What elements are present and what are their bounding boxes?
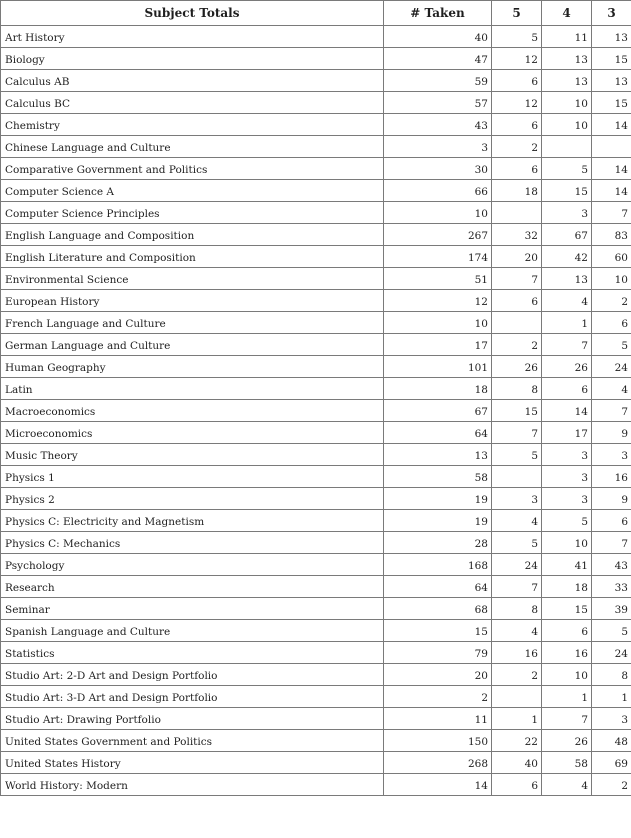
subject-cell: Art History (1, 26, 384, 48)
taken-cell: 30 (384, 158, 492, 180)
score-5-cell: 6 (492, 114, 542, 136)
table-row (1, 664, 631, 686)
score-3-cell: 5 (592, 334, 631, 356)
subject-cell: Studio Art: 2-D Art and Design Portfolio (1, 664, 384, 686)
score-5-cell: 22 (492, 730, 542, 752)
score-4-cell: 4 (542, 774, 592, 796)
taken-cell: 19 (384, 488, 492, 510)
score-4-cell: 5 (542, 510, 592, 532)
score-3-cell: 39 (592, 598, 631, 620)
table-row (1, 246, 631, 268)
table-row (1, 774, 631, 796)
score-5-cell (492, 686, 542, 708)
score-5-cell: 15 (492, 400, 542, 422)
table-row (1, 532, 631, 554)
subject-cell: Psychology (1, 554, 384, 576)
score-3-cell: 9 (592, 488, 631, 510)
score-3-cell: 1 (592, 686, 631, 708)
score-4-cell: 13 (542, 48, 592, 70)
taken-cell: 79 (384, 642, 492, 664)
table-row (1, 598, 631, 620)
subject-cell: Chemistry (1, 114, 384, 136)
table-row (1, 510, 631, 532)
score-5-cell: 5 (492, 532, 542, 554)
table-row (1, 356, 631, 378)
score-3-cell: 60 (592, 246, 631, 268)
table-row (1, 488, 631, 510)
table-row (1, 70, 631, 92)
score-4-cell: 4 (542, 290, 592, 312)
subject-cell: Macroeconomics (1, 400, 384, 422)
score-4-cell: 3 (542, 444, 592, 466)
subject-cell: Physics C: Mechanics (1, 532, 384, 554)
score-5-cell (492, 466, 542, 488)
table-row (1, 48, 631, 70)
table-row (1, 114, 631, 136)
score-4-cell: 18 (542, 576, 592, 598)
score-4-cell: 7 (542, 708, 592, 730)
score-5-cell: 26 (492, 356, 542, 378)
taken-cell: 68 (384, 598, 492, 620)
score-5-cell: 6 (492, 290, 542, 312)
subject-cell: Human Geography (1, 356, 384, 378)
table-row (1, 730, 631, 752)
subject-cell: Comparative Government and Politics (1, 158, 384, 180)
score-3-cell: 13 (592, 70, 631, 92)
taken-cell: 67 (384, 400, 492, 422)
subject-cell: Studio Art: Drawing Portfolio (1, 708, 384, 730)
score-4-cell: 11 (542, 26, 592, 48)
table-row (1, 378, 631, 400)
score-3-cell: 3 (592, 708, 631, 730)
score-5-cell: 5 (492, 444, 542, 466)
header-score-3: 3 (592, 1, 631, 26)
score-5-cell: 7 (492, 576, 542, 598)
table-row (1, 422, 631, 444)
score-5-cell: 12 (492, 92, 542, 114)
score-3-cell: 2 (592, 290, 631, 312)
table-row (1, 620, 631, 642)
score-5-cell (492, 312, 542, 334)
subject-cell: Seminar (1, 598, 384, 620)
taken-cell: 66 (384, 180, 492, 202)
score-5-cell: 32 (492, 224, 542, 246)
taken-cell: 101 (384, 356, 492, 378)
score-5-cell: 6 (492, 158, 542, 180)
table-row (1, 136, 631, 158)
score-3-cell: 4 (592, 378, 631, 400)
score-5-cell: 4 (492, 510, 542, 532)
score-4-cell: 67 (542, 224, 592, 246)
score-3-cell: 14 (592, 114, 631, 136)
score-3-cell: 13 (592, 26, 631, 48)
table-row (1, 400, 631, 422)
score-4-cell: 10 (542, 114, 592, 136)
taken-cell: 64 (384, 422, 492, 444)
taken-cell: 10 (384, 202, 492, 224)
subject-cell: English Literature and Composition (1, 246, 384, 268)
score-5-cell: 5 (492, 26, 542, 48)
taken-cell: 59 (384, 70, 492, 92)
table-row (1, 576, 631, 598)
score-5-cell: 6 (492, 774, 542, 796)
subject-cell: Physics 2 (1, 488, 384, 510)
taken-cell: 19 (384, 510, 492, 532)
taken-cell: 11 (384, 708, 492, 730)
taken-cell: 20 (384, 664, 492, 686)
score-4-cell: 13 (542, 70, 592, 92)
table-row (1, 158, 631, 180)
score-5-cell: 1 (492, 708, 542, 730)
header-subject: Subject Totals (1, 1, 384, 26)
subject-cell: German Language and Culture (1, 334, 384, 356)
subject-cell: Biology (1, 48, 384, 70)
taken-cell: 13 (384, 444, 492, 466)
score-4-cell: 41 (542, 554, 592, 576)
score-5-cell: 2 (492, 334, 542, 356)
score-4-cell: 58 (542, 752, 592, 774)
score-3-cell: 7 (592, 202, 631, 224)
table-row (1, 466, 631, 488)
taken-cell: 2 (384, 686, 492, 708)
subject-cell: Spanish Language and Culture (1, 620, 384, 642)
taken-cell: 43 (384, 114, 492, 136)
taken-cell: 10 (384, 312, 492, 334)
table-row (1, 334, 631, 356)
table-row (1, 554, 631, 576)
subject-cell: Physics C: Electricity and Magnetism (1, 510, 384, 532)
subject-cell: Studio Art: 3-D Art and Design Portfolio (1, 686, 384, 708)
score-4-cell: 14 (542, 400, 592, 422)
taken-cell: 174 (384, 246, 492, 268)
table-row (1, 444, 631, 466)
score-3-cell: 16 (592, 466, 631, 488)
subject-cell: Physics 1 (1, 466, 384, 488)
subject-cell: World History: Modern (1, 774, 384, 796)
score-5-cell: 2 (492, 664, 542, 686)
subject-cell: Computer Science Principles (1, 202, 384, 224)
taken-cell: 18 (384, 378, 492, 400)
score-3-cell: 69 (592, 752, 631, 774)
subject-cell: Environmental Science (1, 268, 384, 290)
score-4-cell: 13 (542, 268, 592, 290)
taken-cell: 47 (384, 48, 492, 70)
score-3-cell: 3 (592, 444, 631, 466)
score-5-cell: 12 (492, 48, 542, 70)
score-4-cell: 15 (542, 598, 592, 620)
score-3-cell: 5 (592, 620, 631, 642)
score-4-cell: 16 (542, 642, 592, 664)
score-3-cell: 9 (592, 422, 631, 444)
table-row (1, 642, 631, 664)
score-5-cell: 16 (492, 642, 542, 664)
taken-cell: 40 (384, 26, 492, 48)
subject-cell: Calculus BC (1, 92, 384, 114)
score-5-cell: 24 (492, 554, 542, 576)
table-row (1, 708, 631, 730)
subject-cell: English Language and Composition (1, 224, 384, 246)
score-3-cell: 2 (592, 774, 631, 796)
taken-cell: 57 (384, 92, 492, 114)
score-3-cell: 14 (592, 180, 631, 202)
subject-cell: Statistics (1, 642, 384, 664)
score-5-cell: 18 (492, 180, 542, 202)
subject-cell: Computer Science A (1, 180, 384, 202)
score-3-cell: 15 (592, 48, 631, 70)
score-4-cell: 6 (542, 378, 592, 400)
score-4-cell: 1 (542, 312, 592, 334)
score-4-cell: 10 (542, 532, 592, 554)
score-5-cell: 7 (492, 268, 542, 290)
score-3-cell (592, 136, 631, 158)
score-4-cell: 42 (542, 246, 592, 268)
score-4-cell: 10 (542, 664, 592, 686)
taken-cell: 64 (384, 576, 492, 598)
score-4-cell (542, 136, 592, 158)
table-row (1, 752, 631, 774)
score-4-cell: 17 (542, 422, 592, 444)
subject-cell: French Language and Culture (1, 312, 384, 334)
header-row (1, 1, 631, 26)
score-4-cell: 3 (542, 488, 592, 510)
table-row (1, 92, 631, 114)
score-5-cell: 40 (492, 752, 542, 774)
score-4-cell: 5 (542, 158, 592, 180)
score-5-cell: 20 (492, 246, 542, 268)
score-4-cell: 26 (542, 730, 592, 752)
score-3-cell: 6 (592, 312, 631, 334)
taken-cell: 12 (384, 290, 492, 312)
taken-cell: 267 (384, 224, 492, 246)
score-3-cell: 7 (592, 400, 631, 422)
taken-cell: 17 (384, 334, 492, 356)
table-body (1, 26, 631, 796)
table-row (1, 180, 631, 202)
score-4-cell: 7 (542, 334, 592, 356)
score-4-cell: 3 (542, 202, 592, 224)
score-3-cell: 24 (592, 642, 631, 664)
score-3-cell: 24 (592, 356, 631, 378)
subject-cell: Chinese Language and Culture (1, 136, 384, 158)
subject-cell: United States History (1, 752, 384, 774)
taken-cell: 150 (384, 730, 492, 752)
score-4-cell: 15 (542, 180, 592, 202)
score-5-cell: 8 (492, 598, 542, 620)
table-row (1, 224, 631, 246)
score-3-cell: 7 (592, 532, 631, 554)
taken-cell: 51 (384, 268, 492, 290)
score-4-cell: 10 (542, 92, 592, 114)
score-5-cell: 3 (492, 488, 542, 510)
score-5-cell: 7 (492, 422, 542, 444)
score-3-cell: 43 (592, 554, 631, 576)
score-4-cell: 6 (542, 620, 592, 642)
score-3-cell: 14 (592, 158, 631, 180)
taken-cell: 15 (384, 620, 492, 642)
score-3-cell: 33 (592, 576, 631, 598)
score-3-cell: 15 (592, 92, 631, 114)
subject-cell: Latin (1, 378, 384, 400)
score-4-cell: 26 (542, 356, 592, 378)
score-4-cell: 1 (542, 686, 592, 708)
taken-cell: 14 (384, 774, 492, 796)
score-3-cell: 10 (592, 268, 631, 290)
taken-cell: 58 (384, 466, 492, 488)
table-row (1, 290, 631, 312)
header-score-5: 5 (492, 1, 542, 26)
score-5-cell: 8 (492, 378, 542, 400)
table-row (1, 268, 631, 290)
score-4-cell: 3 (542, 466, 592, 488)
subject-cell: Research (1, 576, 384, 598)
score-3-cell: 8 (592, 664, 631, 686)
score-5-cell: 2 (492, 136, 542, 158)
taken-cell: 168 (384, 554, 492, 576)
taken-cell: 28 (384, 532, 492, 554)
taken-cell: 3 (384, 136, 492, 158)
subject-cell: United States Government and Politics (1, 730, 384, 752)
header-score-4: 4 (542, 1, 592, 26)
subject-cell: Calculus AB (1, 70, 384, 92)
header-taken: # Taken (384, 1, 492, 26)
table-row (1, 202, 631, 224)
taken-cell: 268 (384, 752, 492, 774)
score-3-cell: 48 (592, 730, 631, 752)
score-3-cell: 6 (592, 510, 631, 532)
table-row (1, 686, 631, 708)
table-row (1, 26, 631, 48)
score-5-cell: 6 (492, 70, 542, 92)
subject-cell: Microeconomics (1, 422, 384, 444)
subject-cell: Music Theory (1, 444, 384, 466)
score-5-cell (492, 202, 542, 224)
score-5-cell: 4 (492, 620, 542, 642)
table-row (1, 312, 631, 334)
subject-cell: European History (1, 290, 384, 312)
score-3-cell: 83 (592, 224, 631, 246)
